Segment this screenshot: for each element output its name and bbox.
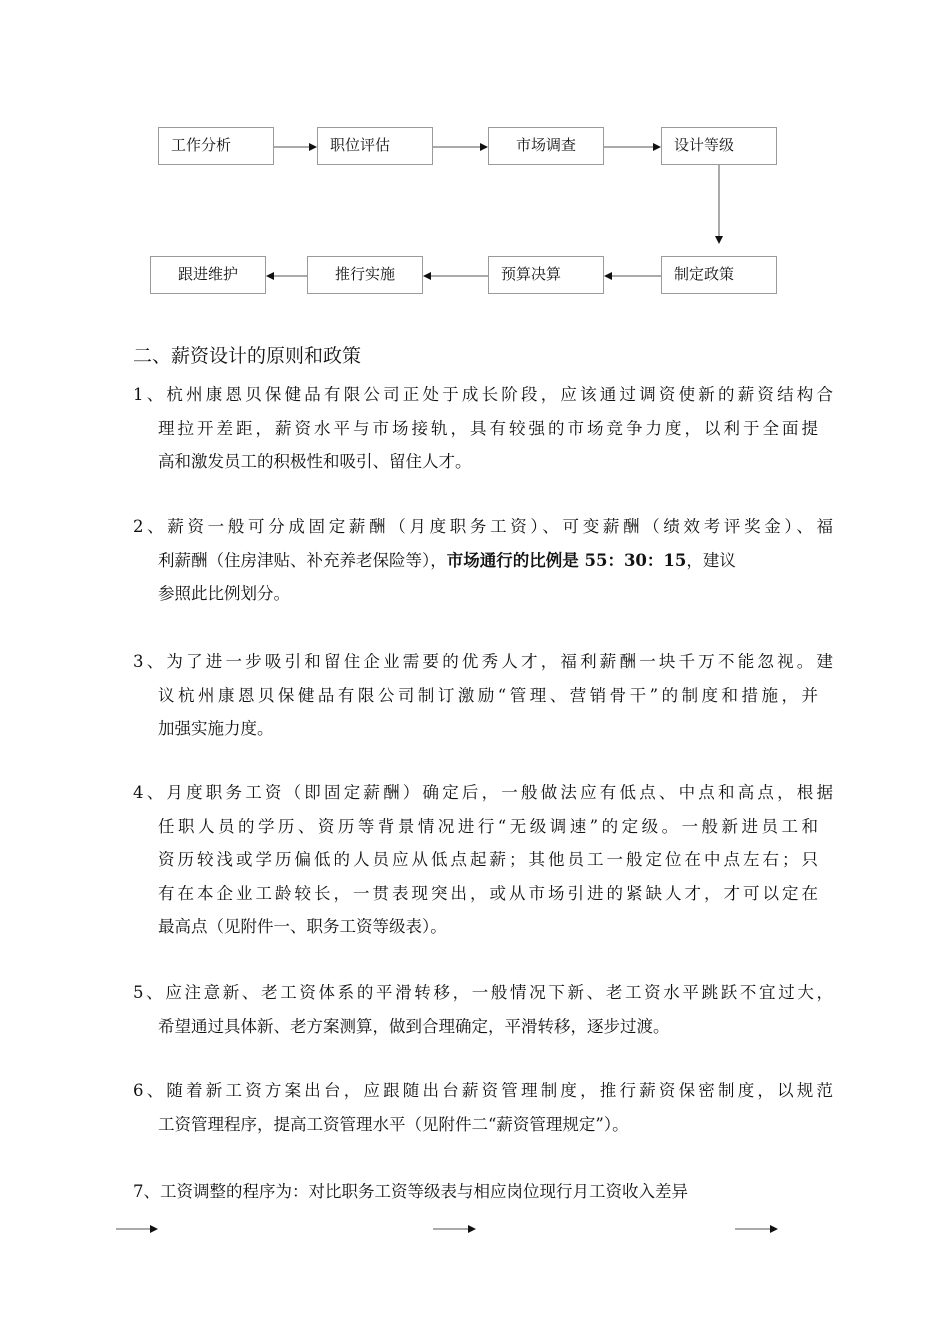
flow-step-budget: 预算决算 — [488, 256, 604, 294]
flow-step-policy: 制定政策 — [661, 256, 777, 294]
policy-item-4 — [133, 776, 833, 944]
item-line: 应注意新、老工资体系的平滑转移，一般情况下新、老工资水平跳跃不宜过大， — [165, 983, 834, 1002]
item-line: 工资调整的程序为：对比职务工资等级表与相应岗位现行月工资收入差异 — [160, 1182, 688, 1201]
policy-item-6 — [133, 1074, 833, 1141]
item-number: 1、 — [133, 385, 167, 404]
item-line: 有在本企业工龄较长，一贯表现突出，或从市场引进的紧缺人才，才可以定在 — [158, 883, 818, 903]
flow-step-job-analysis: 工作分析 — [158, 127, 274, 165]
section-heading: 二、薪资设计的原则和政策 — [133, 345, 362, 367]
policy-item-3 — [133, 645, 833, 746]
flow-step-market-survey: 市场调查 — [488, 127, 604, 165]
item-line: 最高点（见附件一、职务工资等级表）。 — [158, 917, 447, 936]
item-line: 加强实施力度。 — [158, 719, 274, 738]
bottom-flow-arrows — [0, 1215, 950, 1245]
item-line: 希望通过具体新、老方案测算，做到合理确定，平滑转移，逐步过渡。 — [158, 1016, 670, 1036]
item-line: 月度职务工资（即固定薪酬）确定后，一般做法应有低点、中点和高点，根据 — [166, 783, 834, 802]
item-line: 高和激发员工的积极性和吸引、留住人才。 — [158, 452, 472, 471]
flow-step-follow-up: 跟进维护 — [150, 256, 266, 294]
item-line: 工资管理程序，提高工资管理水平（见附件二“薪资管理规定”）。 — [158, 1114, 629, 1134]
item-line: 理拉开差距，薪资水平与市场接轨，具有较强的市场竞争力度，以利于全面提 — [158, 418, 818, 438]
item-number: 5、 — [133, 983, 166, 1002]
item-number: 3、 — [133, 652, 167, 671]
policy-item-5 — [133, 976, 833, 1043]
item-line: 参照此比例划分。 — [158, 584, 290, 603]
policy-item-1 — [133, 378, 833, 479]
item-number: 7、 — [133, 1182, 160, 1201]
item-line: 随着新工资方案出台，应跟随出台薪资管理制度，推行薪资保密制度，以规范 — [166, 1081, 834, 1100]
policy-item-7 — [133, 1175, 833, 1209]
item-number: 4、 — [133, 783, 167, 802]
flowchart-arrows — [0, 0, 950, 320]
item-number: 6、 — [133, 1081, 167, 1100]
item-line: 利薪酬（住房津贴、补充养老保险等）， — [158, 550, 447, 570]
flow-step-design-grades: 设计等级 — [661, 127, 777, 165]
flow-step-implementation: 推行实施 — [307, 256, 423, 294]
item-line: 资历较浅或学历偏低的人员应从低点起薪；其他员工一般定位在中点左右；只 — [158, 850, 818, 869]
policy-item-2 — [133, 510, 833, 611]
salary-design-flowchart — [0, 0, 950, 320]
market-ratio-bold: 市场通行的比例是 55：30：15 — [446, 550, 687, 570]
item-line: ，建议 — [686, 550, 736, 570]
item-line: 任职人员的学历、资历等背景情况进行“无级调速”的定级。一般新进员工和 — [158, 816, 818, 836]
item-line: 薪资一般可分成固定薪酬（月度职务工资）、可变薪酬（绩效考评奖金）、福 — [167, 517, 834, 536]
item-line: 为了进一步吸引和留住企业需要的优秀人才，福利薪酬一块千万不能忽视。建 — [166, 652, 834, 671]
item-line: 杭州康恩贝保健品有限公司正处于成长阶段，应该通过调资使新的薪资结构合 — [166, 385, 834, 404]
item-number: 2、 — [133, 517, 168, 536]
flow-step-position-evaluation: 职位评估 — [317, 127, 433, 165]
item-line: 议杭州康恩贝保健品有限公司制订激励“管理、营销骨干”的制度和措施，并 — [158, 685, 818, 705]
